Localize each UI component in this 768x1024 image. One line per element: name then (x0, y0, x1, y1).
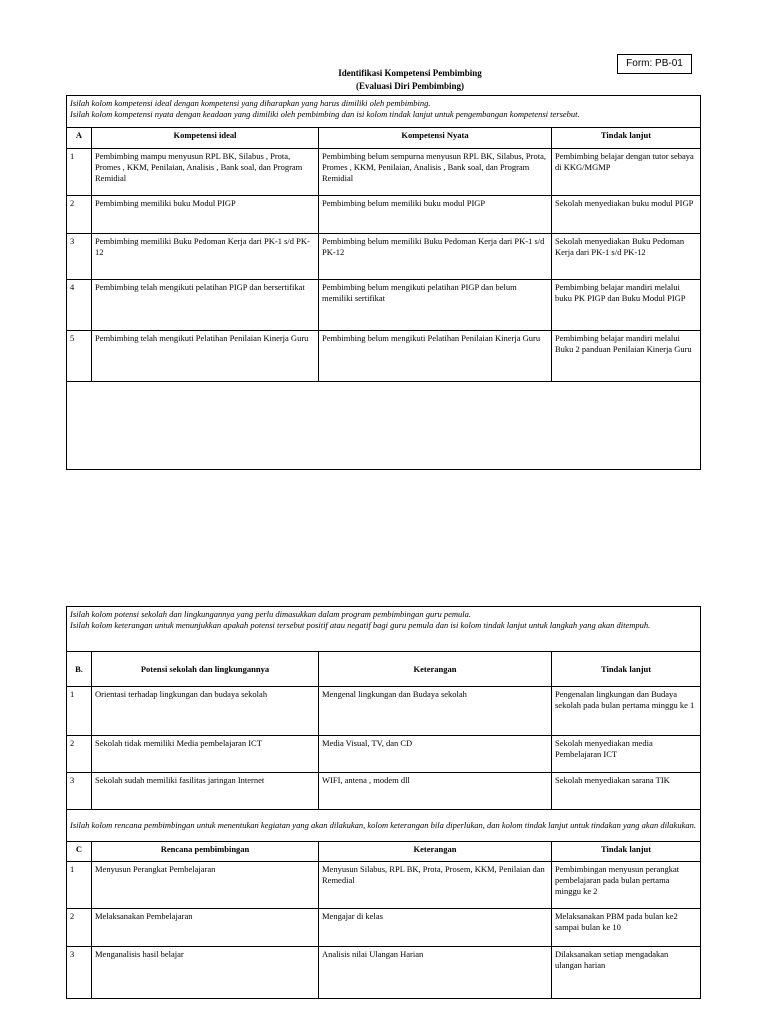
column-header: Keterangan (319, 652, 552, 687)
cell-keterangan: Analisis nilai Ulangan Harian (319, 947, 552, 999)
cell-tindak-lanjut: Pembimbingan menyusun perangkat pembelajaran pada bulan pertama minggu ke 2 (552, 862, 701, 909)
document-subtitle: (Evaluasi Diri Pembimbing) (355, 81, 464, 91)
cell-tindak-lanjut: Sekolah menyediakan sarana TIK (552, 773, 701, 810)
cell-kompetensi-ideal: Pembimbing memiliki buku Modul PIGP (92, 196, 319, 234)
cell-kompetensi-nyata: Pembimbing belum memiliki Buku Pedoman Kerja dari PK-1 s/d PK-12 (319, 234, 552, 280)
column-header: Potensi sekolah dan lingkungannya (92, 652, 319, 687)
cell-keterangan: Media Visual, TV, dan CD (319, 736, 552, 773)
table-row (67, 947, 701, 999)
cell-tindak-lanjut: Melaksanakan PBM pada bulan ke2 sampai bulan ke 10 (552, 909, 701, 947)
column-header: Tindak lanjut (552, 842, 701, 862)
table-row (67, 196, 701, 234)
cell-kompetensi-ideal: Pembimbing telah mengikuti pelatihan PIGP dan bersertifikat (92, 280, 319, 331)
column-header: A (67, 128, 92, 149)
cell-kompetensi-nyata: Pembimbing belum mengikuti Pelatihan Penilaian Kinerja Guru (319, 331, 552, 382)
column-header: Rencana pembimbingan (92, 842, 319, 862)
row-number: 2 (67, 196, 92, 234)
cell-potensi: Orientasi terhadap lingkungan dan budaya sekolah (92, 687, 319, 736)
cell-tindak-lanjut: Pembimbing belajar mandiri melalui buku PK PIGP dan Buku Modul PIGP (552, 280, 701, 331)
cell-potensi: Sekolah tidak memiliki Media pembelajaran ICT (92, 736, 319, 773)
section-c-instructions (67, 810, 701, 842)
document-title: Identifikasi Kompetensi Pembimbing (338, 68, 482, 78)
instruction-line: Isilah kolom rencana pembimbingan untuk menentukan kegiatan yang akan dilakukan, kolom keterangan bila diperlukan, dan kolom tindak lanjut untuk tindakan yang akan dilakukan. (70, 820, 696, 830)
cell-kompetensi-nyata: Pembimbing belum memiliki buku modul PIGP (319, 196, 552, 234)
table-row (67, 687, 701, 736)
column-header: Kompetensi Nyata (319, 128, 552, 149)
row-number: 1 (67, 687, 92, 736)
cell-rencana: Menyusun Perangkat Pembelajaran (92, 862, 319, 909)
cell-potensi: Sekolah sudah memiliki fasilitas jaringan Internet (92, 773, 319, 810)
cell-tindak-lanjut: Sekolah menyediakan buku modul PIGP (552, 196, 701, 234)
cell-tindak-lanjut: Pembimbing belajar mandiri melalui Buku 2 panduan Penilaian Kinerja Guru (552, 331, 701, 382)
cell-rencana: Menganalisis hasil belajar (92, 947, 319, 999)
cell-tindak-lanjut: Sekolah menyediakan Buku Pedoman Kerja dari PK-1 s/d PK-12 (552, 234, 701, 280)
column-header: Tindak lanjut (552, 128, 701, 149)
row-number: 3 (67, 234, 92, 280)
cell-keterangan: Mengajar di kelas (319, 909, 552, 947)
cell-kompetensi-nyata: Pembimbing belum mengikuti pelatihan PIGP dan belum memiliki sertifikat (319, 280, 552, 331)
form-code: Form: PB-01 (617, 54, 692, 74)
section-a-instructions (67, 96, 701, 128)
empty-cell (67, 382, 701, 470)
row-number: 5 (67, 331, 92, 382)
cell-tindak-lanjut: Sekolah menyediakan media Pembelajaran ICT (552, 736, 701, 773)
row-number: 1 (67, 862, 92, 909)
table-section-a (66, 95, 701, 470)
cell-keterangan: Mengenal lingkungan dan Budaya sekolah (319, 687, 552, 736)
cell-kompetensi-ideal: Pembimbing telah mengikuti Pelatihan Penilaian Kinerja Guru (92, 331, 319, 382)
cell-tindak-lanjut: Dilaksanakan setiap mengadakan ulangan harian (552, 947, 701, 999)
table-row (67, 773, 701, 810)
cell-kompetensi-nyata: Pembimbing belum sempurna menyusun RPL BK, Silabus, Prota, Promes , KKM, Penilaian, Analisis , Bank soal, dan Program Remidial (319, 149, 552, 196)
row-number: 3 (67, 947, 92, 999)
row-number: 3 (67, 773, 92, 810)
instruction-line: Isilah kolom potensi sekolah dan lingkungannya yang perlu dimasukkan dalam program pembimbingan guru pemula. (70, 609, 472, 619)
cell-tindak-lanjut: Pengenalan lingkungan dan Budaya sekolah pada bulan pertama minggu ke 1 (552, 687, 701, 736)
column-header: B. (67, 652, 92, 687)
cell-tindak-lanjut: Pembimbing belajar dengan tutor sebaya di KKG/MGMP (552, 149, 701, 196)
column-header: Tindak lanjut (552, 652, 701, 687)
column-header: Keterangan (319, 842, 552, 862)
cell-keterangan: WIFI, antena , modem dll (319, 773, 552, 810)
cell-rencana: Melaksanakan Pembelajaran (92, 909, 319, 947)
cell-keterangan: Menyusun Silabus, RPL BK, Prota, Prosem, KKM, Penilaian dan Remedial (319, 862, 552, 909)
table-row (67, 862, 701, 909)
table-row (67, 280, 701, 331)
row-number: 2 (67, 736, 92, 773)
section-b-instructions (67, 607, 701, 652)
row-number: 4 (67, 280, 92, 331)
instruction-line: Isilah kolom kompetensi nyata dengan keadaan yang dimiliki oleh pembimbing dan isi kolom tindak lanjut untuk pengembangan kompetensi tersebut. (70, 109, 580, 119)
cell-kompetensi-ideal: Pembimbing mampu menyusun RPL BK, Silabus , Prota, Promes , KKM, Penilaian, Analisis , Bank soal, dan Program Remidial (92, 149, 319, 196)
table-row (67, 736, 701, 773)
instruction-line: Isilah kolom kompetensi ideal dengan kompetensi yang diharapkan yang harus dimiliki oleh pembimbing. (70, 98, 431, 108)
empty-row (67, 382, 701, 470)
column-header: Kompetensi ideal (92, 128, 319, 149)
instruction-line: Isilah kolom keterangan untuk menunjukkan apakah potensi tersebut positif atau negatif bagi guru pemula dan isi kolom tindak lanjut untuk langkah yang akan ditempuh. (70, 620, 651, 630)
table-row (67, 234, 701, 280)
table-row (67, 909, 701, 947)
column-header: C (67, 842, 92, 862)
table-row (67, 331, 701, 382)
row-number: 1 (67, 149, 92, 196)
row-number: 2 (67, 909, 92, 947)
table-row (67, 149, 701, 196)
cell-kompetensi-ideal: Pembimbing memiliki Buku Pedoman Kerja dari PK-1 s/d PK-12 (92, 234, 319, 280)
table-section-b-c (66, 606, 701, 999)
